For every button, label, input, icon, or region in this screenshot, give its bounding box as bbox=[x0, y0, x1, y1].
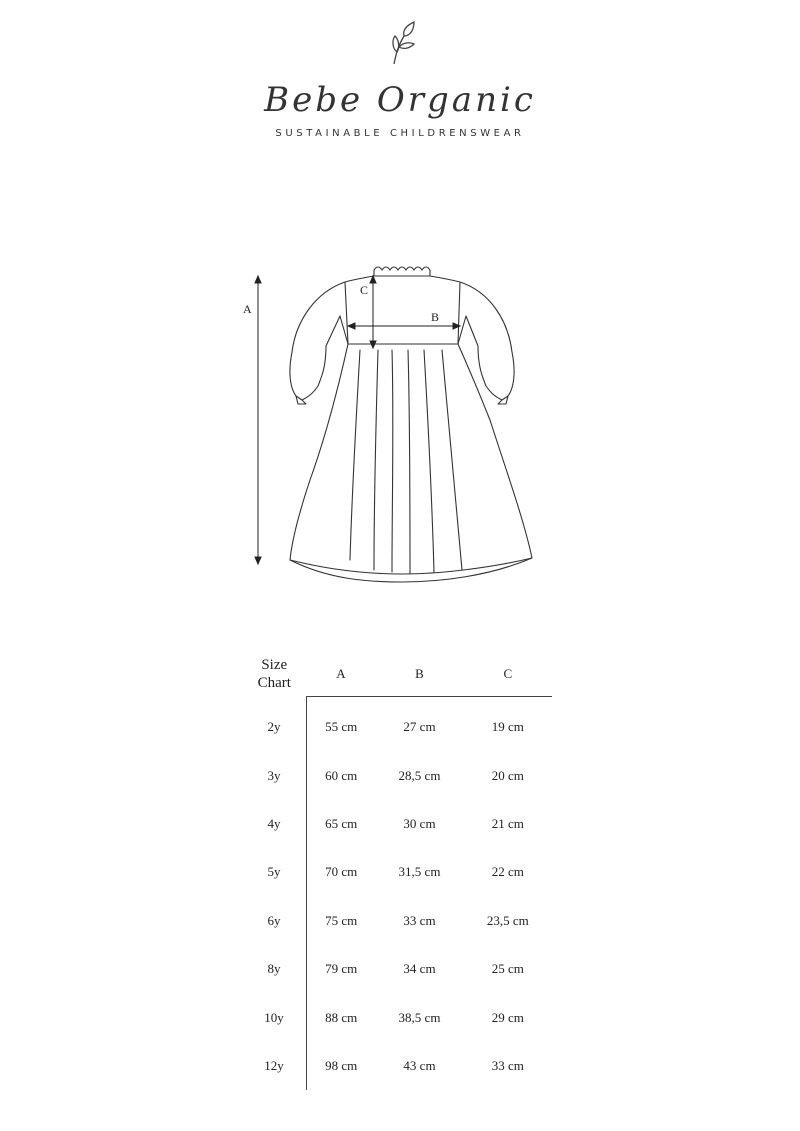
size-cell: 5y bbox=[242, 848, 307, 896]
measurement-a-cell: 70 cm bbox=[325, 864, 358, 880]
brand-name: Bebe Organic bbox=[264, 80, 536, 120]
measurement-b-cell: 30 cm bbox=[403, 815, 436, 831]
measurement-b-cell: 28,5 cm bbox=[398, 767, 441, 783]
dimension-c-label: C bbox=[360, 283, 369, 297]
size-cell: 4y bbox=[242, 800, 307, 848]
measurement-a-cell: 55 cm bbox=[325, 719, 358, 735]
measurement-a-cell: 79 cm bbox=[325, 961, 358, 977]
measurement-a-cell: 65 cm bbox=[325, 815, 358, 831]
measurement-a-cell: 98 cm bbox=[325, 1057, 358, 1073]
table-row bbox=[242, 945, 552, 993]
measurement-c-cell: 19 cm bbox=[491, 719, 524, 735]
left-sleeve bbox=[290, 282, 348, 400]
brand-tagline: SUSTAINABLE CHILDRENSWEAR bbox=[275, 128, 525, 139]
size-chart bbox=[242, 652, 552, 1090]
size-cell: 8y bbox=[242, 945, 307, 993]
leaf-sprig-icon bbox=[380, 20, 420, 68]
table-row bbox=[242, 800, 552, 848]
size-cell: 10y bbox=[242, 993, 307, 1041]
table-row bbox=[242, 848, 552, 896]
right-sleeve bbox=[458, 282, 514, 400]
size-cell: 3y bbox=[242, 751, 307, 799]
measurement-c-cell: 21 cm bbox=[491, 815, 524, 831]
size-chart-table bbox=[242, 652, 552, 1090]
measurement-c-cell: 20 cm bbox=[491, 767, 524, 783]
size-cell: 2y bbox=[242, 697, 307, 752]
measurement-c-cell: 22 cm bbox=[491, 864, 524, 880]
measurement-a-cell: 88 cm bbox=[325, 1009, 358, 1025]
dimension-a-label: A bbox=[243, 302, 252, 316]
brand-header bbox=[0, 20, 800, 139]
measurement-c-cell: 23,5 cm bbox=[486, 912, 529, 928]
measurement-c-cell: 29 cm bbox=[491, 1009, 524, 1025]
measurement-b-cell: 27 cm bbox=[403, 719, 436, 735]
measurement-c-cell: 25 cm bbox=[491, 961, 524, 977]
measurement-b-cell: 43 cm bbox=[403, 1057, 436, 1073]
size-chart-title: Size Chart bbox=[257, 657, 291, 692]
table-row bbox=[242, 751, 552, 799]
measurement-a-cell: 60 cm bbox=[325, 767, 358, 783]
table-row bbox=[242, 1042, 552, 1090]
skirt-outline bbox=[290, 344, 532, 574]
collar-ruffle bbox=[374, 267, 430, 276]
measurement-a-cell: 75 cm bbox=[325, 912, 358, 928]
measurement-b-cell: 31,5 cm bbox=[398, 864, 441, 880]
measurement-b-cell: 33 cm bbox=[403, 912, 436, 928]
column-header-b: B bbox=[375, 652, 463, 697]
column-header-a: A bbox=[307, 652, 376, 697]
measurement-b-cell: 38,5 cm bbox=[398, 1009, 441, 1025]
size-chart-header-row bbox=[242, 652, 552, 697]
table-row bbox=[242, 993, 552, 1041]
size-cell: 6y bbox=[242, 897, 307, 945]
column-header-c: C bbox=[464, 652, 552, 697]
table-row bbox=[242, 897, 552, 945]
measurement-b-cell: 34 cm bbox=[403, 961, 436, 977]
dimension-b-label: B bbox=[431, 310, 440, 324]
measurement-c-cell: 33 cm bbox=[491, 1057, 524, 1073]
table-row bbox=[242, 697, 552, 752]
size-cell: 12y bbox=[242, 1042, 307, 1090]
